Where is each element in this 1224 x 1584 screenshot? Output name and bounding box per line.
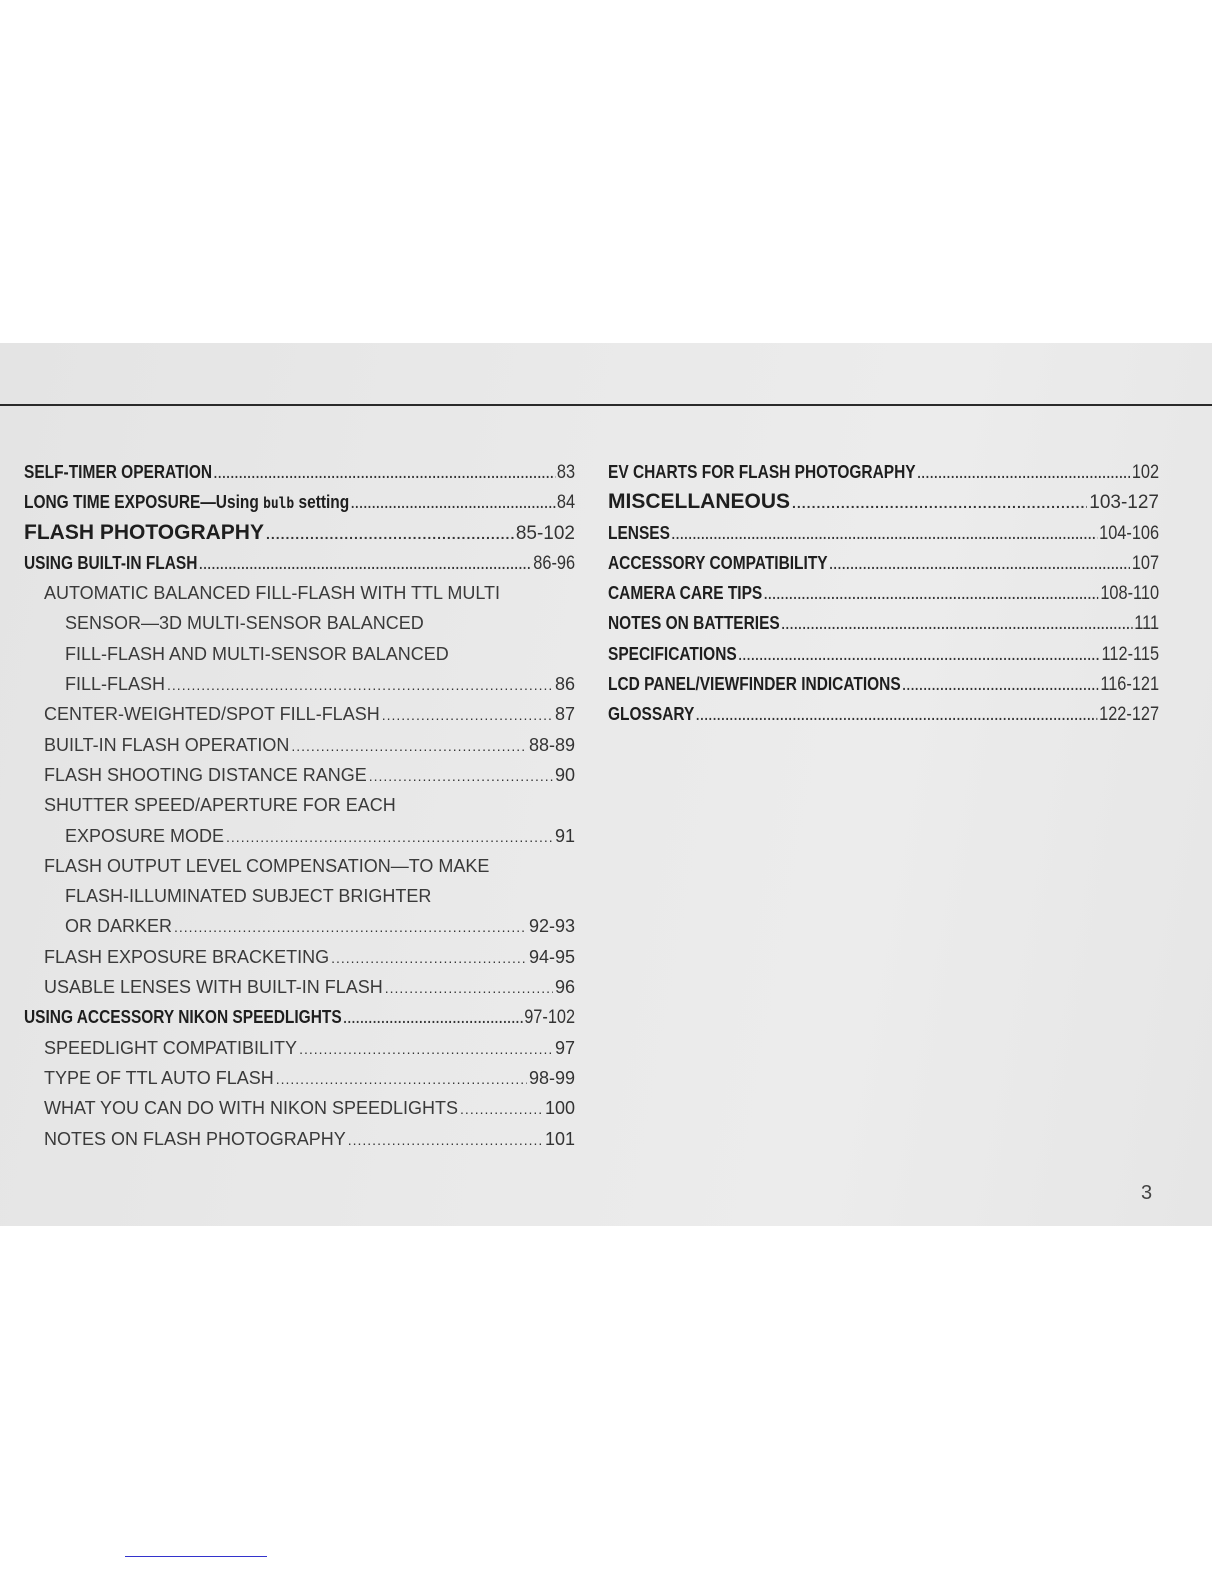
leader-dots bbox=[672, 519, 1098, 549]
page-ref: 122-127 bbox=[1099, 704, 1160, 726]
toc-entry-flash-shooting-distance[interactable]: FLASH SHOOTING DISTANCE RANGE ..... 90 bbox=[24, 760, 575, 790]
lcd-bulb-glyph: bulb bbox=[263, 494, 295, 513]
page-number: 3 bbox=[1141, 1182, 1153, 1204]
toc-right-column bbox=[608, 457, 1159, 730]
leader-dots bbox=[792, 488, 1087, 518]
leader-dots bbox=[738, 640, 1099, 670]
toc-entry-notes-on-flash-photography[interactable]: NOTES ON FLASH PHOTOGRAPHY ..... 101 bbox=[24, 1124, 575, 1154]
page-ref: 90 bbox=[554, 764, 575, 785]
toc-entry-automatic-balanced-fill-flash[interactable]: AUTOMATIC BALANCED FILL-FLASH WITH TTL MULTI SENSOR—3D MULTI-SENSOR BALANCED FILL-FLASH AND MULTI-SENSOR BALANCED FILL-FLASH ..... 86 bbox=[24, 578, 575, 699]
leader-dots bbox=[214, 458, 555, 488]
leader-dots bbox=[167, 670, 553, 700]
footer-link-underline[interactable] bbox=[125, 1556, 267, 1557]
leader-dots bbox=[385, 973, 553, 1003]
toc-entry-what-you-can-do[interactable]: WHAT YOU CAN DO WITH NIKON SPEEDLIGHTS ..... 100 bbox=[24, 1093, 575, 1123]
leader-dots bbox=[460, 1094, 543, 1124]
toc-section-flash-photography[interactable]: FLASH PHOTOGRAPHY ..... 85-102 bbox=[24, 518, 575, 548]
page-ref: 107 bbox=[1131, 552, 1160, 574]
toc-entry-using-accessory-speedlights[interactable]: USING ACCESSORY NIKON SPEEDLIGHTS ..... 97-102 bbox=[24, 1002, 575, 1032]
page-ref: 100 bbox=[544, 1098, 575, 1119]
page-ref: 96 bbox=[554, 977, 575, 998]
page-ref: 85-102 bbox=[515, 522, 575, 544]
leader-dots bbox=[351, 488, 555, 518]
page-ref: 108-110 bbox=[1100, 583, 1160, 605]
leader-dots bbox=[902, 670, 1098, 700]
page-ref: 97-102 bbox=[524, 1007, 576, 1029]
leader-dots bbox=[266, 519, 514, 549]
page-ref: 101 bbox=[544, 1128, 575, 1149]
toc-entry-flash-exposure-bracketing[interactable]: FLASH EXPOSURE BRACKETING ..... 94-95 bbox=[24, 942, 575, 972]
toc-entry-accessory-compatibility[interactable]: ACCESSORY COMPATIBILITY ..... 107 bbox=[608, 548, 1159, 578]
page-ref: 103-127 bbox=[1089, 492, 1159, 514]
leader-dots bbox=[348, 1125, 543, 1155]
page-ref: 112-115 bbox=[1101, 643, 1160, 665]
toc-entry-specifications[interactable]: SPECIFICATIONS ..... 112-115 bbox=[608, 639, 1159, 669]
toc-entry-using-built-in-flash[interactable]: USING BUILT-IN FLASH ..... 86-96 bbox=[24, 548, 575, 578]
page-ref: 91 bbox=[554, 825, 575, 846]
page-ref: 104-106 bbox=[1099, 522, 1160, 544]
leader-dots bbox=[781, 609, 1132, 639]
toc-section-miscellaneous[interactable]: MISCELLANEOUS ..... 103-127 bbox=[608, 487, 1159, 517]
page-ref: 92-93 bbox=[528, 916, 575, 937]
page-ref: 87 bbox=[554, 704, 575, 725]
leader-dots bbox=[343, 1003, 522, 1033]
page-ref: 88-89 bbox=[528, 734, 575, 755]
page-ref: 97 bbox=[554, 1037, 575, 1058]
page-ref: 111 bbox=[1134, 613, 1160, 635]
leader-dots bbox=[226, 822, 553, 852]
toc-entry-lenses[interactable]: LENSES ..... 104-106 bbox=[608, 518, 1159, 548]
leader-dots bbox=[382, 700, 553, 730]
page-ref: 83 bbox=[556, 462, 576, 483]
toc-entry-notes-on-batteries[interactable]: NOTES ON BATTERIES ..... 111 bbox=[608, 608, 1159, 638]
toc-entry-glossary[interactable]: GLOSSARY ..... 122-127 bbox=[608, 699, 1159, 729]
leader-dots bbox=[291, 731, 527, 761]
leader-dots bbox=[764, 579, 1099, 609]
page-ref: 94-95 bbox=[528, 946, 575, 967]
toc-entry-usable-lenses[interactable]: USABLE LENSES WITH BUILT-IN FLASH ..... 96 bbox=[24, 972, 575, 1002]
toc-entry-camera-care-tips[interactable]: CAMERA CARE TIPS ..... 108-110 bbox=[608, 578, 1159, 608]
toc-entry-speedlight-compatibility[interactable]: SPEEDLIGHT COMPATIBILITY ..... 97 bbox=[24, 1033, 575, 1063]
leader-dots bbox=[199, 549, 531, 579]
toc-entry-type-of-ttl-auto-flash[interactable]: TYPE OF TTL AUTO FLASH ..... 98-99 bbox=[24, 1063, 575, 1093]
toc-entry-lcd-panel-viewfinder[interactable]: LCD PANEL/VIEWFINDER INDICATIONS ..... 116-121 bbox=[608, 669, 1159, 699]
page-ref: 98-99 bbox=[528, 1067, 575, 1088]
toc-entry-built-in-flash-operation[interactable]: BUILT-IN FLASH OPERATION ..... 88-89 bbox=[24, 730, 575, 760]
page-ref: 86 bbox=[554, 674, 575, 695]
page-ref: 86-96 bbox=[533, 552, 576, 574]
toc-entry-shutter-speed-aperture[interactable]: SHUTTER SPEED/APERTURE FOR EACH EXPOSURE MODE ..... 91 bbox=[24, 790, 575, 851]
page-ref: 116-121 bbox=[1100, 674, 1160, 696]
page-ref: 102 bbox=[1131, 462, 1160, 483]
leader-dots bbox=[174, 912, 527, 942]
toc-entry-flash-output-level-compensation[interactable]: FLASH OUTPUT LEVEL COMPENSATION—TO MAKE FLASH-ILLUMINATED SUBJECT BRIGHTER OR DARKER ..... 92-93 bbox=[24, 851, 575, 942]
leader-dots bbox=[369, 761, 553, 791]
toc-entry-self-timer[interactable]: SELF-TIMER OPERATION ..... 83 bbox=[24, 457, 575, 487]
leader-dots bbox=[829, 549, 1130, 579]
toc-entry-long-time-exposure[interactable]: LONG TIME EXPOSURE—Using bulb setting ..... 84 bbox=[24, 487, 575, 517]
leader-dots bbox=[331, 943, 527, 973]
top-rule bbox=[0, 404, 1212, 406]
leader-dots bbox=[917, 458, 1130, 488]
toc-entry-center-weighted-spot[interactable]: CENTER-WEIGHTED/SPOT FILL-FLASH ..... 87 bbox=[24, 699, 575, 729]
scanned-page bbox=[0, 343, 1212, 1226]
page-ref: 84 bbox=[556, 492, 576, 514]
toc-entry-ev-charts[interactable]: EV CHARTS FOR FLASH PHOTOGRAPHY ..... 102 bbox=[608, 457, 1159, 487]
leader-dots bbox=[696, 700, 1097, 730]
